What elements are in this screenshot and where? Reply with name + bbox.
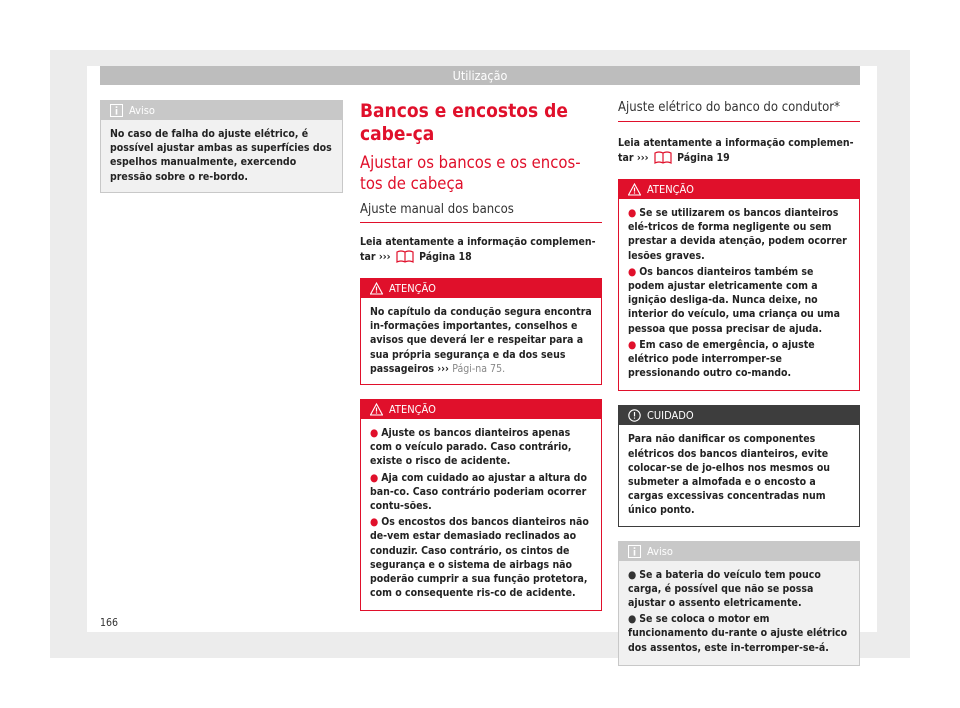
aviso-label-right: Aviso: [647, 544, 673, 558]
aviso-header: [101, 101, 342, 120]
lead-page-ref[interactable]: Página 19: [677, 152, 730, 164]
right-column: [618, 100, 860, 680]
page-number: 166: [100, 617, 119, 629]
book-icon: [396, 249, 414, 263]
list-item-text: Se se coloca o motor em funcionamento du-rante o ajuste elétrico dos assentos, este in-terromper-se-á.: [628, 613, 848, 654]
aviso-text: No caso de falha do ajuste elétrico, é possível ajustar ambas as superfícies dos espelhos manualmente, exercendo pressão sobre o re-bordo.: [110, 128, 332, 183]
list-item: ● Ajuste os bancos dianteiros apenas com o veículo parado. Caso contrário, existe o risco de acidente.: [370, 427, 572, 468]
list-item: ● Em caso de emergência, o ajuste elétrico pode interromper-se pressionando outro co-mando.: [628, 338, 815, 380]
exclamation-circle-icon: [628, 409, 641, 422]
warning-box-1: [360, 278, 602, 385]
aviso-label: Aviso: [129, 104, 155, 117]
warning-page-ref-1[interactable]: Pági-na 75.: [452, 362, 506, 375]
warning-box-right: [618, 179, 860, 391]
warning-arrow-1: ›››: [437, 362, 449, 375]
list-item-text: Aja com cuidado ao ajustar a altura do ban-co. Caso contrário poderiam ocorrer contu-sões.: [370, 471, 587, 513]
warning-box-2: [360, 399, 602, 611]
left-column: [100, 100, 343, 207]
lead-text: Leia atentamente a informação complemen-tar: [618, 137, 854, 164]
chapter-subtitle: Ajustar os bancos e os encos-tos de cabeça: [360, 153, 581, 193]
page-header: Utilização: [100, 66, 860, 85]
warning-header-right: [619, 180, 859, 199]
list-item-text: Ajuste os bancos dianteiros apenas com o veículo parado. Caso contrário, existe o risco de acidente.: [370, 427, 572, 468]
lead-arrow: ›››: [636, 152, 649, 164]
lead-text: Leia atentamente a informação complemen-tar: [360, 236, 596, 263]
book-icon: [654, 150, 672, 164]
warning-text-1: [370, 305, 592, 376]
list-item: ● Se a bateria do veículo tem pouco carga, é possível que não se possa ajustar o assento eletricamente.: [628, 568, 821, 610]
caution-text: Para não danificar os componentes elétricos dos bancos dianteiros, evite colocar-se de jo-elhos nos mesmos ou submeter a almofada e o encosto a cargas excessivas concentradas num único ponto.: [628, 433, 831, 517]
list-item: ● Aja com cuidado ao ajustar a altura do ban-co. Caso contrário poderiam ocorrer contu-sões.: [370, 471, 587, 513]
list-item: ● Se se utilizarem os bancos dianteiros elé-tricos de forma negligente ou sem prestar a devida atenção, podem ocorrer lesões graves.: [628, 207, 847, 262]
lead-page-ref[interactable]: Página 18: [419, 251, 472, 263]
aviso-box: [100, 100, 343, 193]
aviso-box-right: [618, 541, 860, 666]
list-item-text: Se a bateria do veículo tem pouco carga, é possível que não se possa ajustar o assento eletricamente.: [628, 568, 821, 610]
aviso-header-right: [619, 542, 859, 561]
warning-text-1-body: No capítulo da condução segura encontra in-formações importantes, conselhos e avisos que deverá ler e respeitar para a sua própria segurança e da dos seus passageiros: [370, 306, 592, 375]
warning-header-2: [361, 400, 601, 419]
chapter-title: Bancos e encostos de cabe-ça: [360, 100, 568, 145]
list-item-text: Os encostos dos bancos dianteiros não de-vem estar demasiado reclinados ao conduzir. Caso contrário, os cintos de segurança e o sistema de airbags não poderão cumprir a sua função protetora, com o consequente ris-co de acidente.: [370, 516, 589, 600]
caution-box: [618, 405, 860, 526]
warning-header-1: [361, 279, 601, 298]
middle-column: [360, 100, 602, 625]
info-icon: [110, 104, 123, 117]
list-item-text: Em caso de emergência, o ajuste elétrico pode interromper-se pressionando outro co-mando.: [628, 338, 815, 380]
list-item: ● Os encostos dos bancos dianteiros não de-vem estar demasiado reclinados ao conduzir. Caso contrário, os cintos de segurança e o sistema de airbags não poderão cumprir a sua função protetora, com o consequente ris-co de acidente.: [370, 516, 589, 600]
info-icon: [628, 545, 641, 558]
list-item: ● Se se coloca o motor em funcionamento du-rante o ajuste elétrico dos assentos, este in-terromper-se-á.: [628, 613, 848, 654]
list-item-text: Se se utilizarem os bancos dianteiros elé-tricos de forma negligente ou sem prestar a devida atenção, podem ocorrer lesões graves.: [628, 207, 847, 262]
warning-label-2: ATENÇÃO: [389, 403, 436, 417]
section-heading-right: Ajuste elétrico do banco do condutor*: [618, 100, 860, 122]
warning-triangle-icon: [628, 183, 641, 196]
caution-header: [619, 406, 859, 425]
caution-label: CUIDADO: [647, 409, 694, 423]
lead-paragraph: [360, 235, 602, 264]
warning-triangle-icon: [370, 282, 383, 295]
list-item: ● Os bancos dianteiros também se podem ajustar eletricamente com a ignição desliga-da. Nunca deixe, no interior do veículo, uma criança ou uma pessoa que possa precisar de ajuda.: [628, 265, 841, 335]
warning-label-1: ATENÇÃO: [389, 282, 436, 295]
warning-triangle-icon: [370, 403, 383, 416]
section-heading: Ajuste manual dos bancos: [360, 202, 602, 223]
warning-label-right: ATENÇÃO: [647, 183, 694, 196]
lead-arrow: ›››: [378, 251, 391, 263]
list-item-text: Os bancos dianteiros também se podem ajustar eletricamente com a ignição desliga-da. Nunca deixe, no interior do veículo, uma criança ou uma pessoa que possa precisar de ajuda.: [628, 265, 841, 335]
lead-paragraph-right: [618, 136, 860, 165]
